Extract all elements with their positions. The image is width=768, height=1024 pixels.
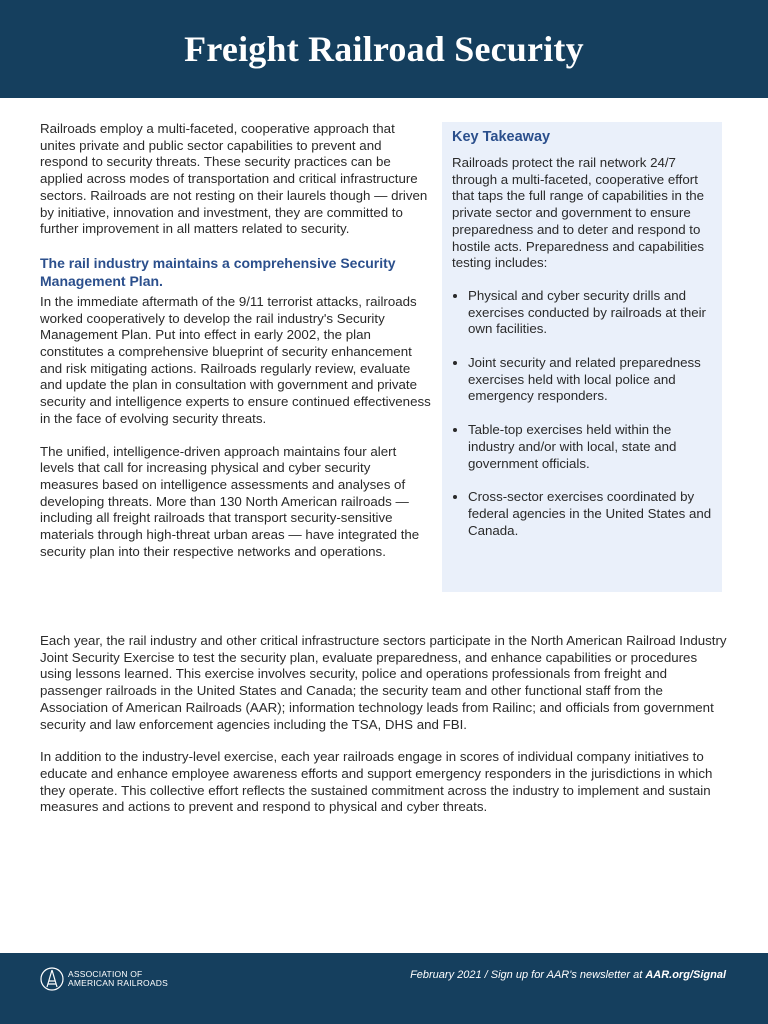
intro-paragraph: Railroads employ a multi-faceted, cooperative approach that unites private and public sector capabilities to prevent and respond to security threats. These security practices can be applied across modes of transportation and critical infrastructure sectors. Railroads are not resting on their laurels though — driven by initiative, innovation and investment, they are committed to further improvement in all matters related to security. [40, 121, 428, 237]
aar-logo [40, 965, 168, 993]
key-takeaway-title: Key Takeaway [452, 129, 551, 145]
newsletter-link[interactable]: AAR.org/Signal [645, 969, 726, 981]
list-item: • Physical and cyber security drills and exercises conducted by railroads at their own facilities. [468, 288, 712, 338]
page-header [0, 0, 768, 98]
company-initiatives-paragraph: In addition to the industry-level exercise, each year railroads engage in scores of individual company initiatives to educate and enhance employee awareness efforts and support emergency responders in the jurisdictions in which they operate. This collective effort reflects the sustained commitment across the industry to implement and sustain measures and actions to prevent and respond to physical and cyber threats. [40, 749, 713, 815]
logo-text: ASSOCIATION OF AMERICAN RAILROADS [68, 968, 168, 988]
joint-exercise-paragraph: Each year, the rail industry and other critical infrastructure sectors participate in the North American Railroad Industry Joint Security Exercise to test the security plan, evaluate preparedness, and enhance capabilities or procedures using lessons learned. This exercise involves security, police and operations professionals from freight and passenger railroads in the United States and Canada; the security team and other functional staff from the Association of American Railroads (AAR); information technology leads from Railinc; and officials from government security and law enforcement agencies including the TSA, DHS and FBI. [40, 633, 727, 732]
list-item: • Joint security and related preparedness exercises held with local police and emergency responders. [468, 355, 712, 405]
aar-emblem-icon [40, 965, 64, 993]
page-title: Freight Railroad Security [184, 29, 584, 69]
left-column [40, 121, 432, 576]
list-item: • Cross-sector exercises coordinated by federal agencies in the United States and Canada. [468, 489, 712, 539]
alert-levels-paragraph: The unified, intelligence-driven approach maintains four alert levels that call for increasing physical and cyber security measures based on intelligence assessments and analyses of developing threats. More than 130 North American railroads — including all freight railroads that transport security-sensitive materials through high-threat urban areas — have integrated the security plan into their respective networks and operations. [40, 443, 420, 559]
section-subheading: The rail industry maintains a comprehensive Security Management Plan. [40, 254, 396, 289]
key-takeaway-box [442, 122, 722, 592]
security-plan-paragraph: In the immediate aftermath of the 9/11 terrorist attacks, railroads worked cooperatively to develop the rail industry's Security Management Plan. Put into effect in early 2002, the plan constitutes a comprehensive blueprint of security enhancement and risk mitigating actions. Railroads regularly review, evaluate and update the plan in consultation with government and private security and intelligence experts to ensure continued effectiveness in the face of evolving security threats. [40, 293, 431, 426]
exercise-list [452, 288, 712, 539]
footer-note [410, 969, 726, 981]
list-item: • Table-top exercises held within the industry and/or with local, state and government officials. [468, 422, 712, 472]
key-takeaway-body: Railroads protect the rail network 24/7 through a multi-faceted, cooperative effort that taps the full range of capabilities in the private sector and government to ensure preparedness and to deter and respond to hostile acts. Preparedness and capabilities testing includes: [452, 155, 705, 271]
page-footer [0, 953, 768, 1024]
footer-date-text: February 2021 / Sign up for AAR's newsletter at [410, 969, 646, 981]
full-width-section [40, 633, 730, 832]
